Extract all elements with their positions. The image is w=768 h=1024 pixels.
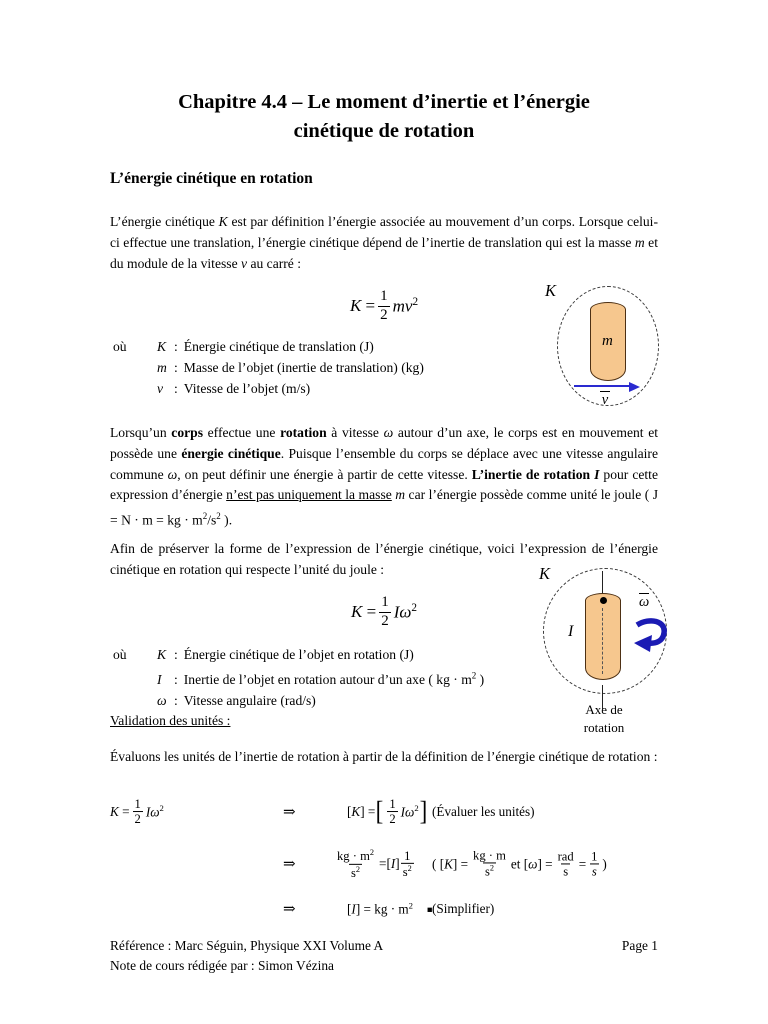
footer-author-note: Note de cours rédigée par : Simon Vézina: [110, 958, 334, 973]
definition-row: K : Énergie cinétique de translation (J): [157, 339, 374, 354]
inertia-label: I: [568, 623, 574, 640]
page-number: Page 1: [621, 938, 658, 953]
energy-label: K: [539, 564, 551, 583]
derivation-mid: $\frac{kg \cdot m^2}{s^2}$ = [I] $\frac{1}{s^2}$: [337, 847, 412, 880]
definition-row: K : Énergie cinétique de l’objet en rotation (J): [157, 647, 414, 662]
definition-row: ω : Vitesse angulaire (rad/s): [157, 692, 316, 708]
rotation-arrow-icon: [630, 615, 670, 655]
definition-row: v : Vitesse de l’objet (m/s): [157, 381, 311, 397]
qed-square-icon: ■: [427, 903, 433, 914]
definitions-translation: [110, 336, 580, 400]
omega-vector-label: ω: [639, 594, 650, 610]
paragraph-kinetic-translation: L’énergie cinétique K est par définition l’énergie associée au mouvement d’un corps. Lorsque celui-ci effectue une translation, l’énergie cinétique dépend de l’inertie de translation qui est la masse m et du module de la vitesse v au carré :: [110, 214, 658, 271]
derivation-mid: [K] = [ $\frac{1}{2}$ $I\omega^2$ ]: [347, 796, 428, 827]
fraction-one-half: $\frac{1}{2}$: [381, 594, 389, 629]
derivation-result: [I] = kg · $m^2$ ■: [347, 900, 433, 917]
footer-reference: Référence : Marc Séguin, Physique XXI Volume A: [110, 938, 384, 953]
energy-label: K: [545, 281, 557, 300]
axis-dot-icon: [600, 597, 607, 604]
axis-caption-line2: rotation: [583, 720, 625, 735]
implies-arrow: ⇒: [283, 901, 296, 918]
derivation-lhs: K = $\frac{1}{2}$ $I\omega^2$: [110, 797, 164, 827]
formula-lhs: K =: [351, 602, 377, 621]
definitions-rotation: [110, 644, 580, 711]
velocity-arrow-head: [629, 382, 640, 392]
implies-arrow: ⇒: [283, 856, 296, 873]
derivation-note: ( [K] = $\frac{kg \cdot m}{s^2}$ et [ω] = $\frac{\text{rad}}{s}$ = $\frac{1}{s}$ ): [432, 848, 607, 880]
where-label: où: [113, 339, 127, 354]
derivation-row-2: [110, 839, 658, 889]
paragraph-joule-form: Afin de préserver la forme de l’expression de l’énergie cinétique, voici l’expression de l’énergie cinétique en rotation qui respecte l’unité du joule :: [110, 541, 658, 577]
definition-row: I : Inertie de l’objet en rotation autour d’un axe ( kg · $m^2$ ): [157, 670, 485, 687]
formula-rhs: $I\omega^2$: [393, 601, 417, 622]
implies-arrow: ⇒: [283, 804, 296, 821]
rotation-axis-dashed: [602, 608, 603, 674]
derivation-row-1: [110, 787, 658, 837]
velocity-arrow: [574, 385, 631, 387]
definition-row: m : Masse de l’objet (inertie de translation) (kg): [157, 360, 424, 376]
section-heading: L’énergie cinétique en rotation: [110, 170, 313, 187]
paragraph-unit-evaluation: Évaluons les unités de l’inertie de rotation à partir de la définition de l’énergie cinétique de rotation :: [110, 749, 658, 764]
velocity-vector-label: v: [601, 392, 609, 408]
cylinder-body: [585, 600, 621, 680]
page-title: [0, 88, 768, 146]
fraction-one-half: $\frac{1}{2}$: [380, 288, 388, 323]
formula-rhs: $mv^2$: [392, 295, 419, 316]
where-label: où: [113, 647, 127, 662]
formula-lhs: K =: [349, 296, 376, 315]
axis-caption-line1: Axe de: [585, 702, 623, 717]
derivation-note: (Évaluer les unités): [432, 804, 535, 819]
paragraph-rotation-intro: Lorsqu’un corps effectue une rotation à vitesse ω autour d’un axe, le corps est en mouvement et possède une énergie cinétique. Puisque l’ensemble du corps se déplace avec une vitesse angulaire commune ω, on peut définir une énergie à partir de cette vitesse. L’inertie de rotation I pour cette expression d’énergie n’est pas uniquement la masse m car l’énergie possède comme unité le joule ( J = N · m = kg · $m^2/s^2$ ).: [110, 425, 659, 528]
page-title-line1: Chapitre 4.4 – Le moment d’inertie et l’énergie: [178, 91, 590, 113]
derivation-row-3: [110, 884, 658, 934]
derivation-note: (Simplifier): [432, 901, 495, 916]
mass-label: m: [602, 333, 613, 349]
validation-heading: Validation des unités :: [110, 713, 231, 728]
page-title-line2: cinétique de rotation: [293, 120, 475, 142]
